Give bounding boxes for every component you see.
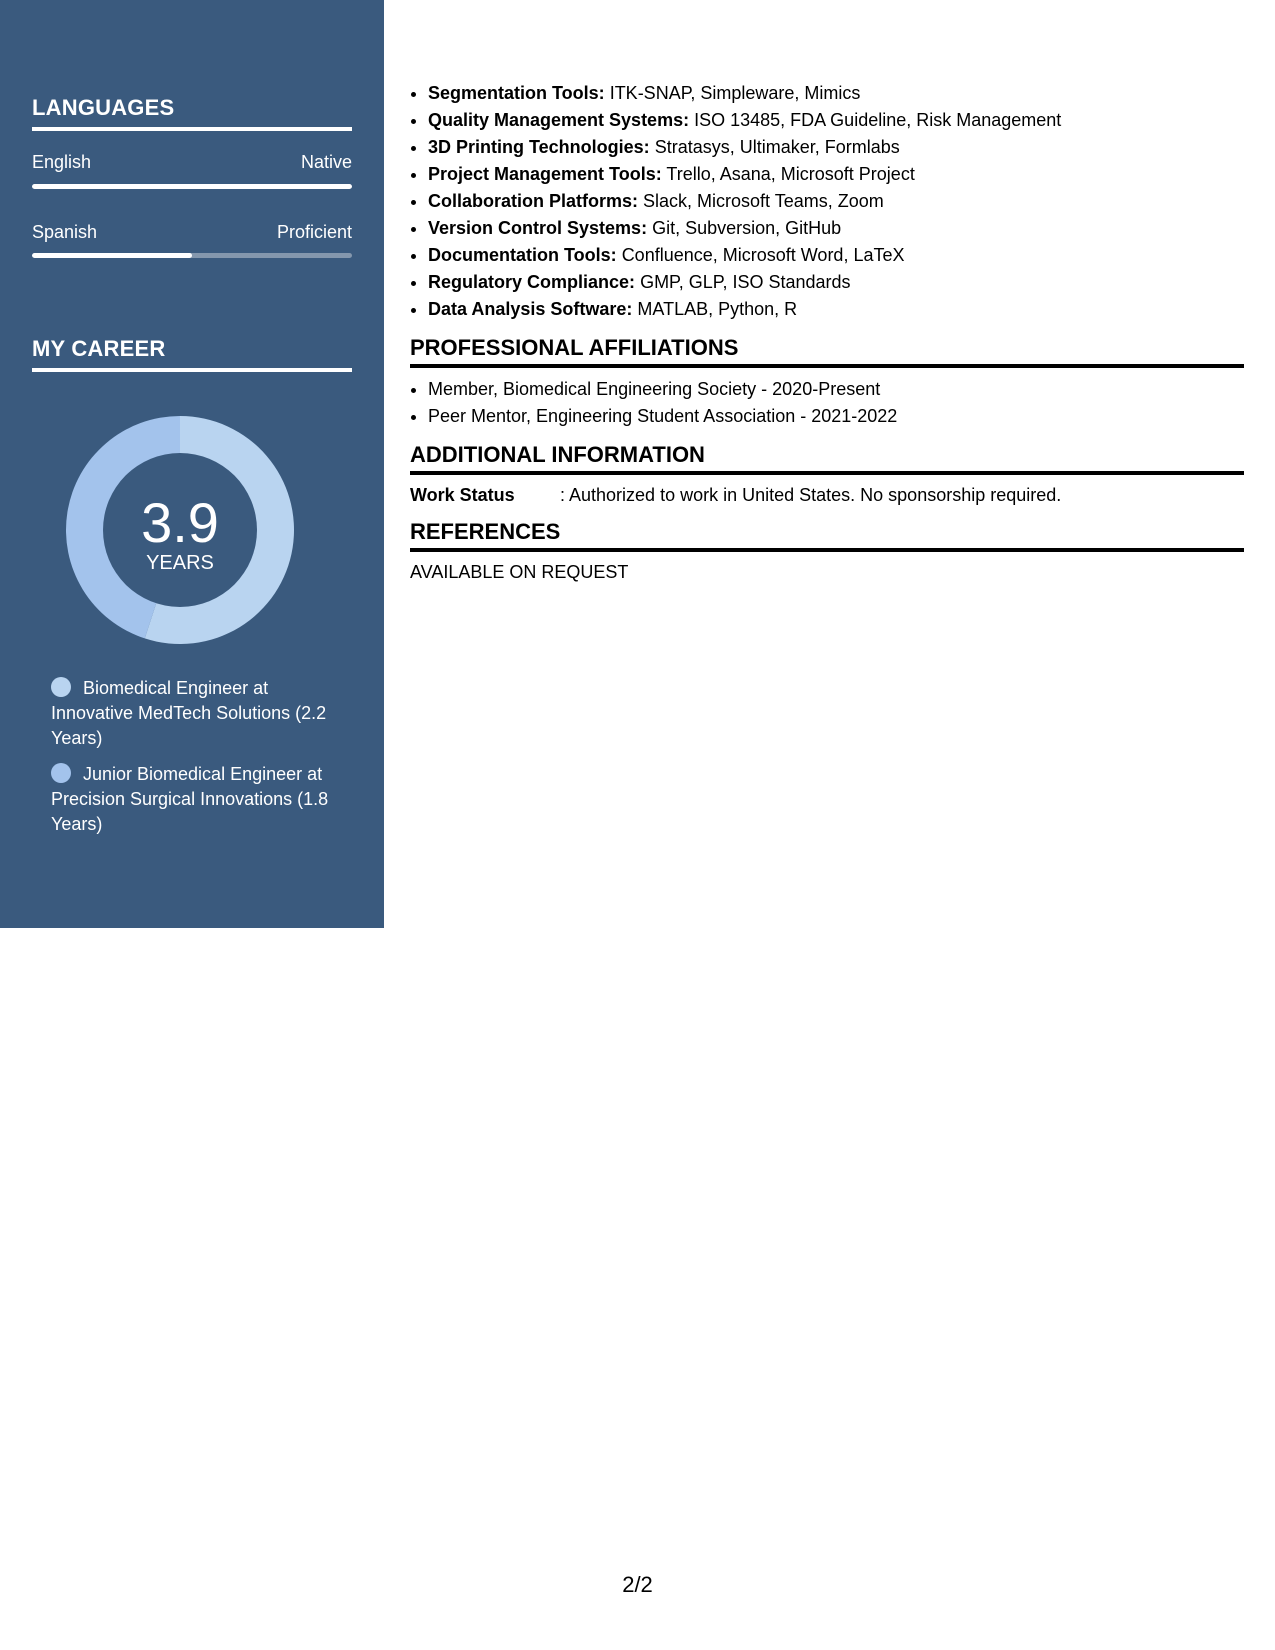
language-bar-english [32, 184, 352, 189]
skill-label: Version Control Systems: [428, 218, 648, 238]
list-item [428, 134, 1244, 161]
career-heading: MY CAREER [32, 336, 352, 372]
skill-value: Stratasys, Ultimaker, Formlabs [654, 137, 900, 157]
career-total-value: 3.9 [141, 491, 219, 554]
skill-value: ITK-SNAP, Simpleware, Mimics [609, 83, 861, 103]
language-fill [32, 253, 192, 258]
work-status-row [410, 483, 1244, 507]
list-item [428, 107, 1244, 134]
career-total-unit: YEARS [146, 552, 214, 574]
skill-label: Project Management Tools: [428, 164, 662, 184]
skill-label: 3D Printing Technologies: [428, 137, 650, 157]
work-status-value: : Authorized to work in United States. No sponsorship required. [560, 485, 1062, 505]
list-item: • Peer Mentor, Engineering Student Association - 2021-2022 [428, 403, 1244, 430]
list-item [428, 188, 1244, 215]
list-item [428, 80, 1244, 107]
language-name: English [32, 152, 92, 172]
skill-label: Regulatory Compliance: [428, 272, 636, 292]
language-name: Spanish [32, 222, 98, 242]
career-item [51, 762, 341, 837]
additional-info-heading: ADDITIONAL INFORMATION [410, 442, 1244, 475]
language-level: Proficient [276, 222, 352, 242]
language-row-english [32, 152, 352, 173]
skill-value: MATLAB, Python, R [637, 299, 798, 319]
skill-label: Documentation Tools: [428, 245, 617, 265]
main-content [410, 80, 1244, 583]
skill-value: ISO 13485, FDA Guideline, Risk Management [694, 110, 1062, 130]
career-donut-chart [66, 416, 294, 644]
list-item: • Member, Biomedical Engineering Society - 2020-Present [428, 376, 1244, 403]
skill-label: Segmentation Tools: [428, 83, 605, 103]
career-item-label: Junior Biomedical Engineer at Precision Surgical Innovations (1.8 Years) [51, 764, 329, 834]
list-item [428, 296, 1244, 323]
page-number: 2/2 [622, 1572, 653, 1597]
work-status-label: Work Status [410, 485, 515, 505]
skills-list [410, 80, 1244, 323]
skill-label: Data Analysis Software: [428, 299, 633, 319]
languages-heading: LANGUAGES [32, 95, 352, 131]
language-level: Native [300, 152, 352, 172]
list-item [428, 269, 1244, 296]
language-bar-spanish [32, 253, 352, 258]
affiliations-heading: PROFESSIONAL AFFILIATIONS [410, 335, 1244, 368]
skill-label: Collaboration Platforms: [428, 191, 639, 211]
language-row-spanish [32, 222, 352, 243]
skill-value: Git, Subversion, GitHub [652, 218, 842, 238]
references-heading: REFERENCES [410, 519, 1244, 552]
skill-value: GMP, GLP, ISO Standards [640, 272, 851, 292]
skill-value: Confluence, Microsoft Word, LaTeX [621, 245, 905, 265]
skill-value: Slack, Microsoft Teams, Zoom [643, 191, 884, 211]
language-fill [32, 184, 352, 189]
career-item [51, 676, 341, 751]
skill-value: Trello, Asana, Microsoft Project [666, 164, 915, 184]
career-item-label: Biomedical Engineer at Innovative MedTech Solutions (2.2 Years) [51, 678, 327, 748]
references-text: AVAILABLE ON REQUEST [410, 562, 629, 582]
list-item [428, 161, 1244, 188]
list-item [428, 215, 1244, 242]
skill-label: Quality Management Systems: [428, 110, 690, 130]
list-item [428, 242, 1244, 269]
legend-dot-icon [51, 763, 71, 783]
legend-dot-icon [51, 677, 71, 697]
sidebar [0, 0, 384, 928]
affiliations-list [410, 376, 1244, 430]
